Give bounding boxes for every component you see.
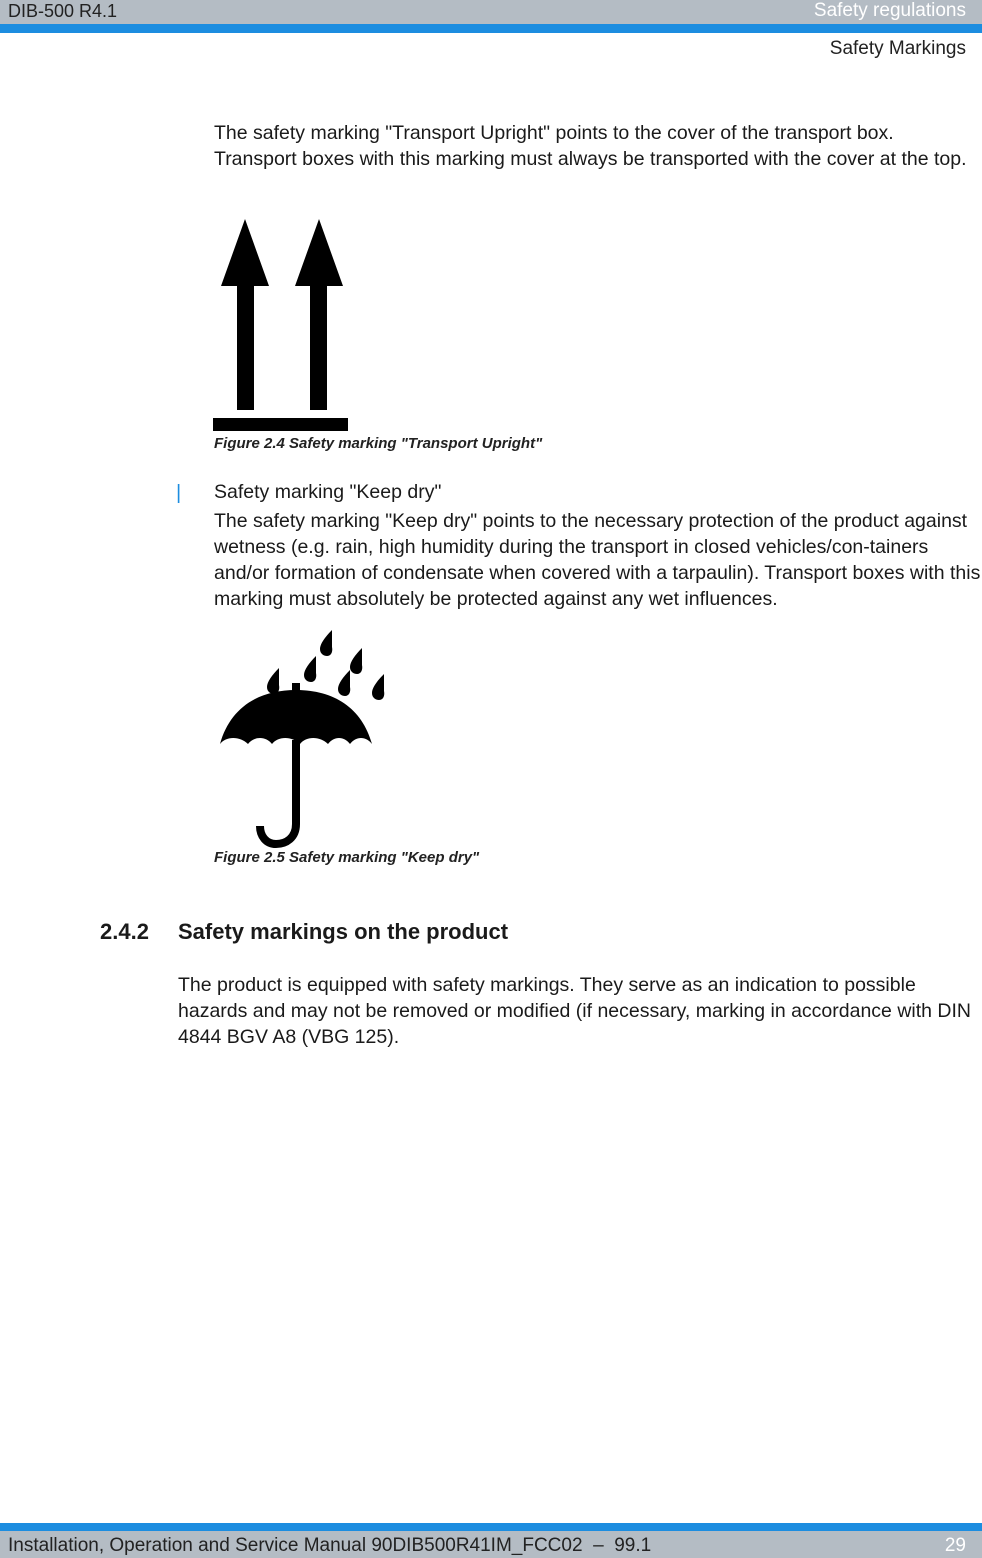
change-bar: | <box>176 482 182 504</box>
section-number: 2.4.2 <box>100 919 149 944</box>
page-number: 29 <box>944 1535 966 1556</box>
section-paragraph: The product is equipped with safety markings. They serve as an indication to possible hazards and may not be removed or modified (if necessary, marking in accordance with DIN 4844 BGV A8 (VBG 125). <box>178 974 971 1048</box>
upright-paragraph: The safety marking "Transport Upright" points to the cover of the transport box. Transport boxes with this marking must always be transported with the cover at the top. <box>214 122 967 170</box>
keep-dry-paragraph: The safety marking "Keep dry" points to the necessary protection of the product against wetness (e.g. rain, high humidity during the transport in closed vehicles/con-tainers and/or formation of condensate when covered with a tarpaulin). Transport boxes with this marking must absolutely be protected against any wet influences. <box>214 510 981 610</box>
document-id: DIB-500 R4.1 <box>8 1 118 21</box>
figure-2-4-caption: Figure 2.4 Safety marking "Transport Upright" <box>214 435 543 452</box>
chapter-title: Safety regulations <box>813 0 966 21</box>
keep-dry-heading: Safety marking "Keep dry" <box>214 481 442 503</box>
transport-upright-icon <box>212 217 352 433</box>
header-accent-line <box>0 24 982 33</box>
footer-accent-line <box>0 1523 982 1531</box>
figure-2-5-caption: Figure 2.5 Safety marking "Keep dry" <box>214 849 480 866</box>
keep-dry-icon <box>216 628 388 850</box>
section-title-header: Safety Markings <box>829 38 966 59</box>
section-heading: Safety markings on the product <box>178 919 509 944</box>
manual-title: Installation, Operation and Service Manual 90DIB500R41IM_FCC02 – 99.1 <box>8 1535 652 1556</box>
